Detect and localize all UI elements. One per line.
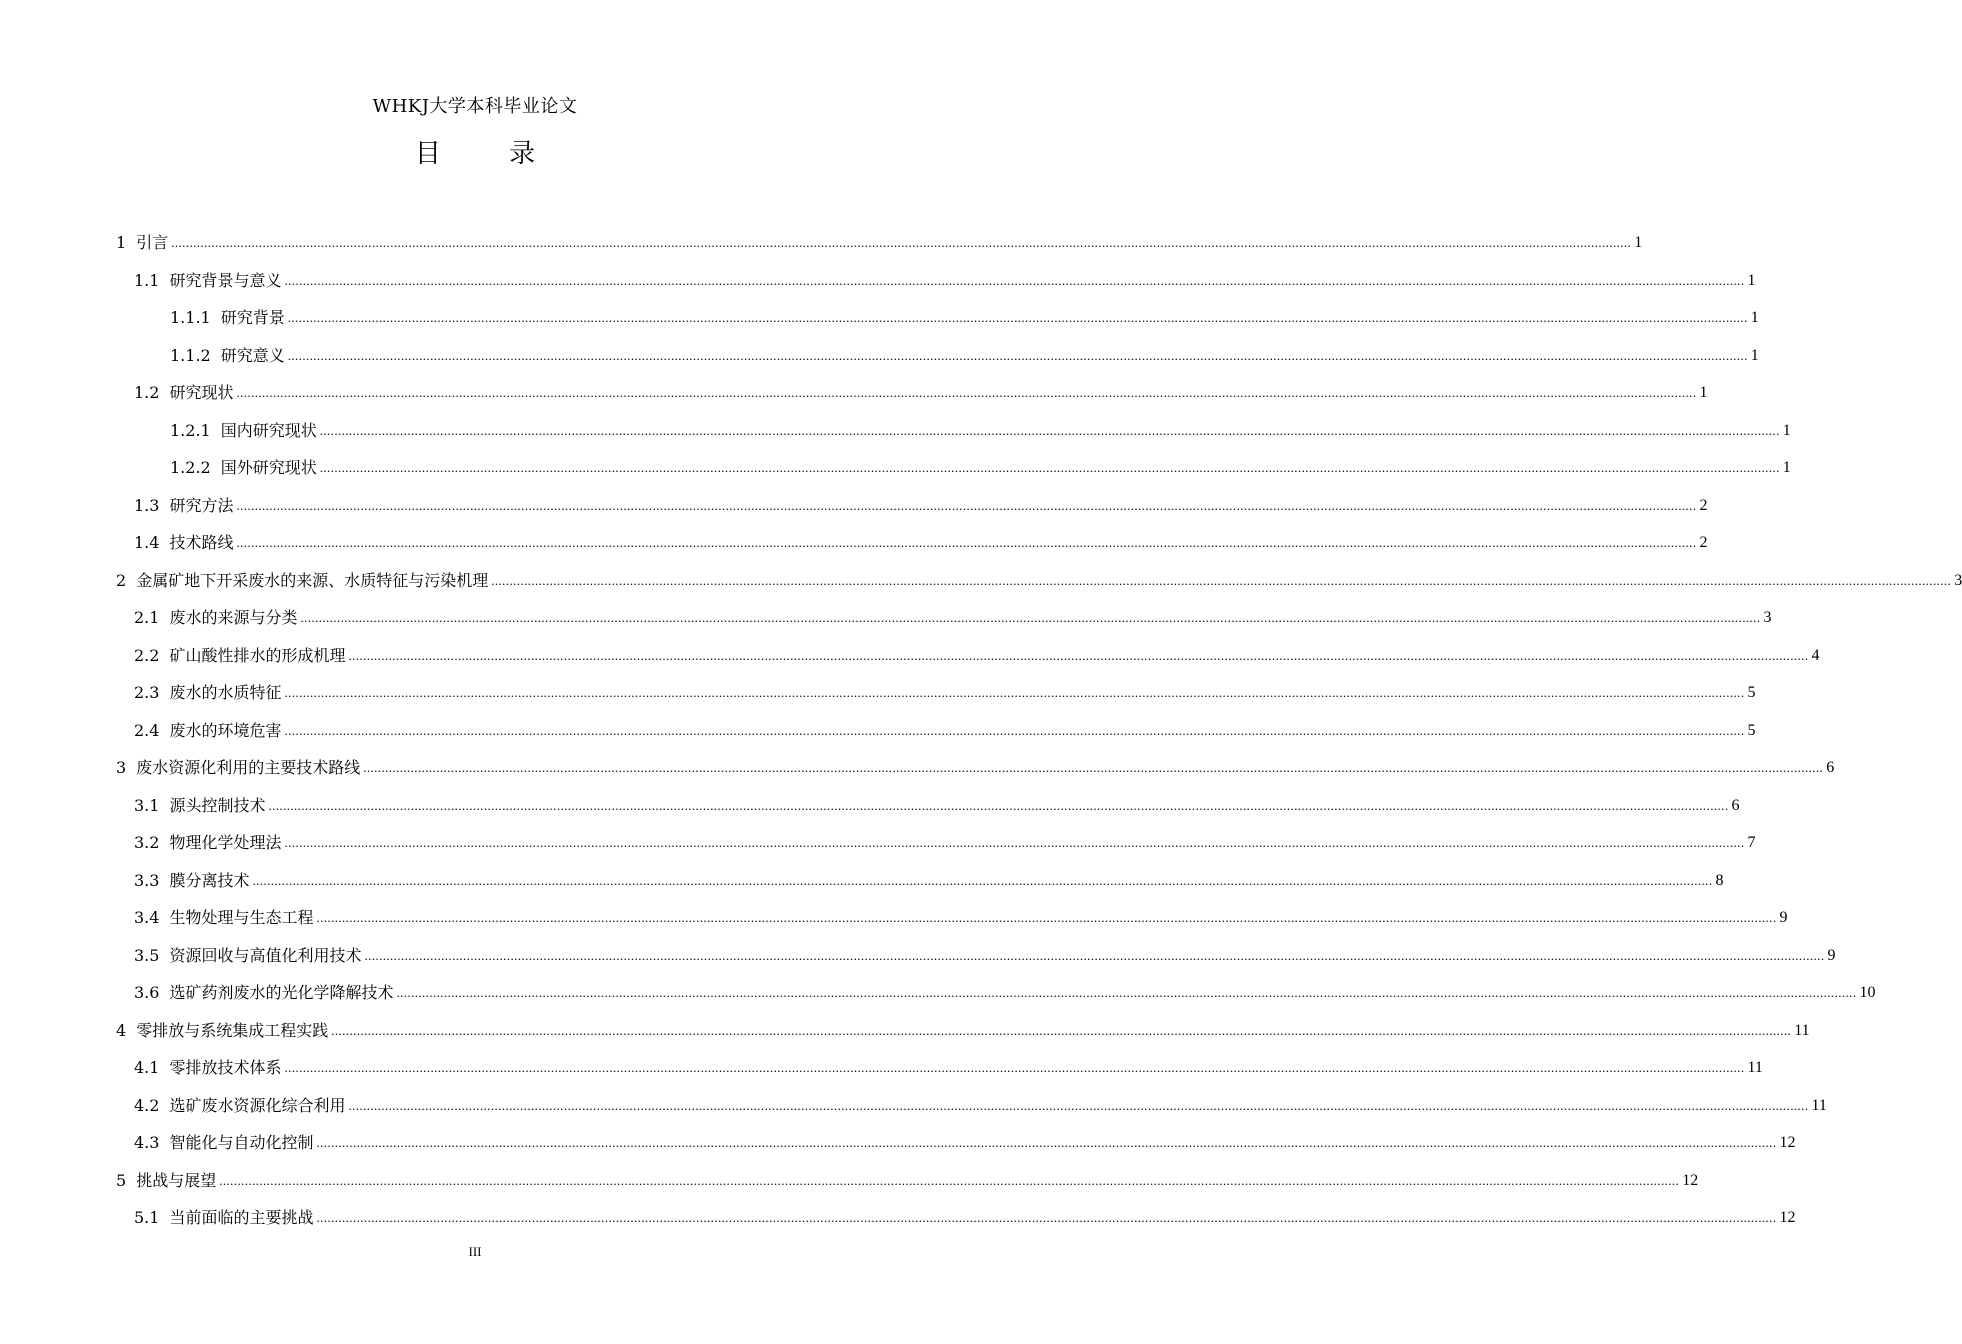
toc-entry-page: 1 <box>1782 459 1791 476</box>
toc-entry-page: 3 <box>1763 609 1772 626</box>
toc-entry-page: 1 <box>1750 309 1759 326</box>
toc-entry-title: 国外研究现状 <box>220 458 317 477</box>
toc-entry-number: 4.1 <box>134 1058 160 1077</box>
toc-entry[interactable] <box>134 1132 1796 1154</box>
toc-entry[interactable] <box>134 720 1756 742</box>
toc-entry[interactable] <box>170 457 1791 479</box>
toc-entry-title: 国内研究现状 <box>220 420 317 440</box>
toc-entry-page: 6 <box>1731 796 1740 814</box>
toc-entry[interactable] <box>116 232 1643 254</box>
toc-entry[interactable] <box>134 1207 1796 1229</box>
toc-entry-title: 智能化与自动化控制 <box>169 1133 314 1152</box>
toc-entry-number: 1.3 <box>134 495 160 515</box>
toc-entry-title: 研究方法 <box>169 495 234 515</box>
dot-leader: ................................................................................................................................................................................................................................................................................................................................................................................................................ <box>236 385 1697 400</box>
dot-leader: ................................................................................................................................................................................................................................................................................................................................................................................................................ <box>396 985 1857 1000</box>
toc-entry-number: 2.4 <box>134 720 160 740</box>
toc-entry-page: 11 <box>1811 1096 1827 1114</box>
toc-entry-number: 1.2.2 <box>170 458 211 477</box>
toc-entry-page: 4 <box>1811 646 1820 664</box>
toc-entry-page: 2 <box>1699 496 1708 514</box>
toc-entry-number: 3.1 <box>134 795 160 815</box>
dot-leader: ................................................................................................................................................................................................................................................................................................................................................................................................................ <box>287 347 1748 363</box>
toc-entry-title: 选矿废水资源化综合利用 <box>169 1095 346 1115</box>
toc-entry[interactable] <box>170 307 1759 329</box>
toc-entry-page: 1 <box>1747 271 1756 289</box>
dot-leader: ................................................................................................................................................................................................................................................................................................................................................................................................................ <box>348 1097 1809 1113</box>
toc-entry-number: 5 <box>116 1170 127 1190</box>
toc-entry[interactable] <box>134 682 1756 704</box>
toc-entry-page: 12 <box>1779 1209 1796 1226</box>
dot-leader: ................................................................................................................................................................................................................................................................................................................................................................................................................ <box>284 685 1745 700</box>
toc-entry-page: 1 <box>1699 384 1708 401</box>
toc-entry-title: 资源回收与高值化利用技术 <box>169 945 362 965</box>
toc-entry-number: 2.3 <box>134 683 160 702</box>
toc-entry-page: 12 <box>1682 1171 1699 1189</box>
toc-entry-title: 膜分离技术 <box>169 870 250 890</box>
toc-entry[interactable] <box>134 645 1820 667</box>
toc-entry-number: 3.6 <box>134 983 160 1002</box>
toc-entry-title: 引言 <box>136 233 169 252</box>
toc-entry[interactable] <box>134 907 1788 929</box>
toc-entry-title: 废水的水质特征 <box>169 683 282 702</box>
toc-entry[interactable] <box>134 832 1756 854</box>
toc-entry-page: 11 <box>1747 1059 1763 1076</box>
toc-entry-number: 3.3 <box>134 870 160 890</box>
toc-entry-page: 6 <box>1826 759 1835 776</box>
page-number-footer: III <box>468 1244 482 1259</box>
toc-entry[interactable] <box>134 532 1708 554</box>
toc-entry-title: 废水资源化利用的主要技术路线 <box>136 758 361 777</box>
dot-leader: ................................................................................................................................................................................................................................................................................................................................................................................................................ <box>319 460 1780 475</box>
toc-entry[interactable] <box>134 870 1724 892</box>
toc-entry-number: 1.1.1 <box>170 308 211 327</box>
toc-entry-page: 3 <box>1954 571 1962 589</box>
toc-entry[interactable] <box>170 345 1759 367</box>
dot-leader: ................................................................................................................................................................................................................................................................................................................................................................................................................ <box>236 535 1697 550</box>
toc-entry[interactable] <box>134 382 1708 404</box>
toc-entry-number: 3.4 <box>134 908 160 927</box>
dot-leader: ................................................................................................................................................................................................................................................................................................................................................................................................................ <box>331 1022 1792 1038</box>
toc-entry-title: 废水的来源与分类 <box>169 608 298 627</box>
dot-leader: ................................................................................................................................................................................................................................................................................................................................................................................................................ <box>284 835 1745 850</box>
toc-entry-title: 当前面临的主要挑战 <box>169 1208 314 1227</box>
toc-entry[interactable] <box>116 570 1962 592</box>
dot-leader: ................................................................................................................................................................................................................................................................................................................................................................................................................ <box>287 310 1748 325</box>
toc-entry-page: 10 <box>1859 984 1876 1001</box>
dot-leader: ................................................................................................................................................................................................................................................................................................................................................................................................................ <box>171 235 1632 250</box>
dot-leader: ................................................................................................................................................................................................................................................................................................................................................................................................................ <box>284 722 1745 738</box>
toc-entry-number: 4.2 <box>134 1095 160 1115</box>
toc-entry[interactable] <box>134 945 1836 967</box>
toc-entry-title: 物理化学处理法 <box>169 833 282 852</box>
toc-entry[interactable] <box>116 1170 1699 1192</box>
toc-entry-title: 零排放技术体系 <box>169 1058 282 1077</box>
dot-leader: ................................................................................................................................................................................................................................................................................................................................................................................................................ <box>364 947 1825 963</box>
toc-entry-page: 9 <box>1827 946 1836 964</box>
toc-entry-number: 1.1 <box>134 270 160 290</box>
dot-leader: ................................................................................................................................................................................................................................................................................................................................................................................................................ <box>316 1210 1777 1225</box>
toc-entry-number: 5.1 <box>134 1208 160 1227</box>
dot-leader: ................................................................................................................................................................................................................................................................................................................................................................................................................ <box>316 910 1777 925</box>
toc-entry-number: 1 <box>116 233 127 252</box>
toc-entry-number: 3 <box>116 758 127 777</box>
toc-entry-number: 3.5 <box>134 945 160 965</box>
dot-leader: ................................................................................................................................................................................................................................................................................................................................................................................................................ <box>252 872 1713 888</box>
toc-entry-title: 研究意义 <box>220 345 285 365</box>
toc-entry[interactable] <box>134 1095 1827 1117</box>
toc-entry-number: 1.2.1 <box>170 420 211 440</box>
page-header: WHKJ大学本科毕业论文 <box>372 96 578 117</box>
toc-entry-page: 5 <box>1747 684 1756 701</box>
toc-entry-title: 选矿药剂废水的光化学降解技术 <box>169 983 394 1002</box>
toc-entry-number: 4.3 <box>134 1133 160 1152</box>
toc-entry-title: 研究现状 <box>169 383 234 402</box>
toc-entry-page: 5 <box>1747 721 1756 739</box>
toc-entry[interactable] <box>134 982 1876 1004</box>
toc-entry-page: 1 <box>1634 234 1643 251</box>
toc-entry[interactable] <box>134 795 1740 817</box>
toc-entry-number: 2.1 <box>134 608 160 627</box>
toc-entry[interactable] <box>134 1057 1763 1079</box>
toc-entry-page: 11 <box>1794 1021 1810 1039</box>
toc-entry-title: 零排放与系统集成工程实践 <box>136 1020 329 1040</box>
toc-entry-title: 矿山酸性排水的形成机理 <box>169 645 346 665</box>
toc-entry-page: 2 <box>1699 534 1708 551</box>
dot-leader: ................................................................................................................................................................................................................................................................................................................................................................................................................ <box>363 760 1824 775</box>
toc-entry-title: 研究背景 <box>220 308 285 327</box>
toc-entry-page: 1 <box>1750 346 1759 364</box>
toc-entry-title: 技术路线 <box>169 533 234 552</box>
toc-entry-page: 12 <box>1779 1134 1796 1151</box>
toc-entry-title: 废水的环境危害 <box>169 720 282 740</box>
toc-entry-number: 1.2 <box>134 383 160 402</box>
toc-entry-number: 1.4 <box>134 533 160 552</box>
toc-entry-title: 源头控制技术 <box>169 795 266 815</box>
toc-entry-number: 4 <box>116 1020 127 1040</box>
dot-leader: ................................................................................................................................................................................................................................................................................................................................................................................................................ <box>284 1060 1745 1075</box>
toc-entry-number: 2.2 <box>134 645 160 665</box>
toc-entry[interactable] <box>134 495 1708 517</box>
toc-entry-number: 1.1.2 <box>170 345 211 365</box>
dot-leader: ................................................................................................................................................................................................................................................................................................................................................................................................................ <box>491 572 1952 588</box>
toc-entry-title: 金属矿地下开采废水的来源、水质特征与污染机理 <box>136 570 489 590</box>
toc-entry[interactable] <box>134 607 1772 629</box>
toc-entry[interactable] <box>116 1020 1810 1042</box>
toc-entry[interactable] <box>170 420 1791 442</box>
toc-entry-page: 1 <box>1782 421 1791 439</box>
toc-entry[interactable] <box>116 757 1835 779</box>
toc-entry-number: 2 <box>116 570 127 590</box>
toc-entry-number: 3.2 <box>134 833 160 852</box>
toc-entry-page: 8 <box>1715 871 1724 889</box>
dot-leader: ................................................................................................................................................................................................................................................................................................................................................................................................................ <box>300 610 1761 625</box>
dot-leader: ................................................................................................................................................................................................................................................................................................................................................................................................................ <box>219 1172 1680 1188</box>
dot-leader: ................................................................................................................................................................................................................................................................................................................................................................................................................ <box>284 272 1745 288</box>
toc-entry-title: 研究背景与意义 <box>169 270 282 290</box>
toc-entry-title: 生物处理与生态工程 <box>169 908 314 927</box>
toc-entry-page: 7 <box>1747 834 1756 851</box>
toc-entry-page: 9 <box>1779 909 1788 926</box>
dot-leader: ................................................................................................................................................................................................................................................................................................................................................................................................................ <box>319 422 1780 438</box>
toc-entry[interactable] <box>134 270 1756 292</box>
toc-entry-title: 挑战与展望 <box>136 1170 217 1190</box>
dot-leader: ................................................................................................................................................................................................................................................................................................................................................................................................................ <box>236 497 1697 513</box>
dot-leader: ................................................................................................................................................................................................................................................................................................................................................................................................................ <box>316 1135 1777 1150</box>
dot-leader: ................................................................................................................................................................................................................................................................................................................................................................................................................ <box>348 647 1809 663</box>
dot-leader: ................................................................................................................................................................................................................................................................................................................................................................................................................ <box>268 797 1729 813</box>
toc-heading: 目 录 <box>414 139 566 169</box>
